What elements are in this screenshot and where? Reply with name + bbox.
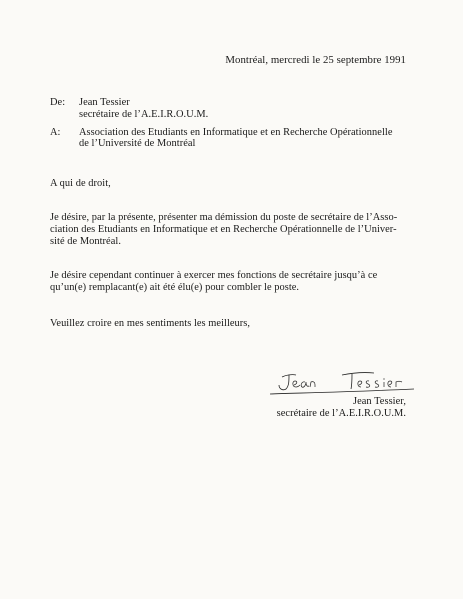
closing-formula: Veuillez croire en mes sentiments les meilleurs, [50, 318, 251, 329]
paragraph-line: sité de Montréal. [50, 235, 121, 247]
signer-name: Jean Tessier, [353, 396, 406, 407]
paragraph-line: Je désire, par la présente, présenter ma démission du poste de secrétaire de l’Asso- [50, 212, 398, 223]
to-label: A: [50, 127, 61, 138]
paragraph-line: qu’un(e) remplacant(e) ait été élu(e) pour combler le poste. [50, 281, 300, 293]
paragraph-continuation [50, 270, 377, 294]
paragraph-line: Je désire cependant continuer à exercer mes fonctions de secrétaire jusqu’à ce [50, 270, 378, 281]
signer-role: secrétaire de l’A.E.I.R.O.U.M. [276, 408, 406, 419]
recipient-line-2: de l’Université de Montréal [79, 138, 196, 149]
from-role: secrétaire de l’A.E.I.R.O.U.M. [79, 109, 209, 120]
from-name: Jean Tessier [79, 97, 130, 108]
recipient-line-1: Association des Etudiants en Informatique et en Recherche Opérationnelle [79, 127, 393, 138]
salutation: A qui de droit, [50, 178, 111, 189]
letter-date: Montréal, mercredi le 25 septembre 1991 [225, 54, 406, 66]
paragraph-resignation [50, 212, 397, 248]
handwritten-signature [268, 368, 416, 398]
paragraph-line: ciation des Etudiants en Informatique et en Recherche Opérationnelle de l’Univer- [50, 223, 397, 235]
from-label: De: [50, 97, 66, 108]
